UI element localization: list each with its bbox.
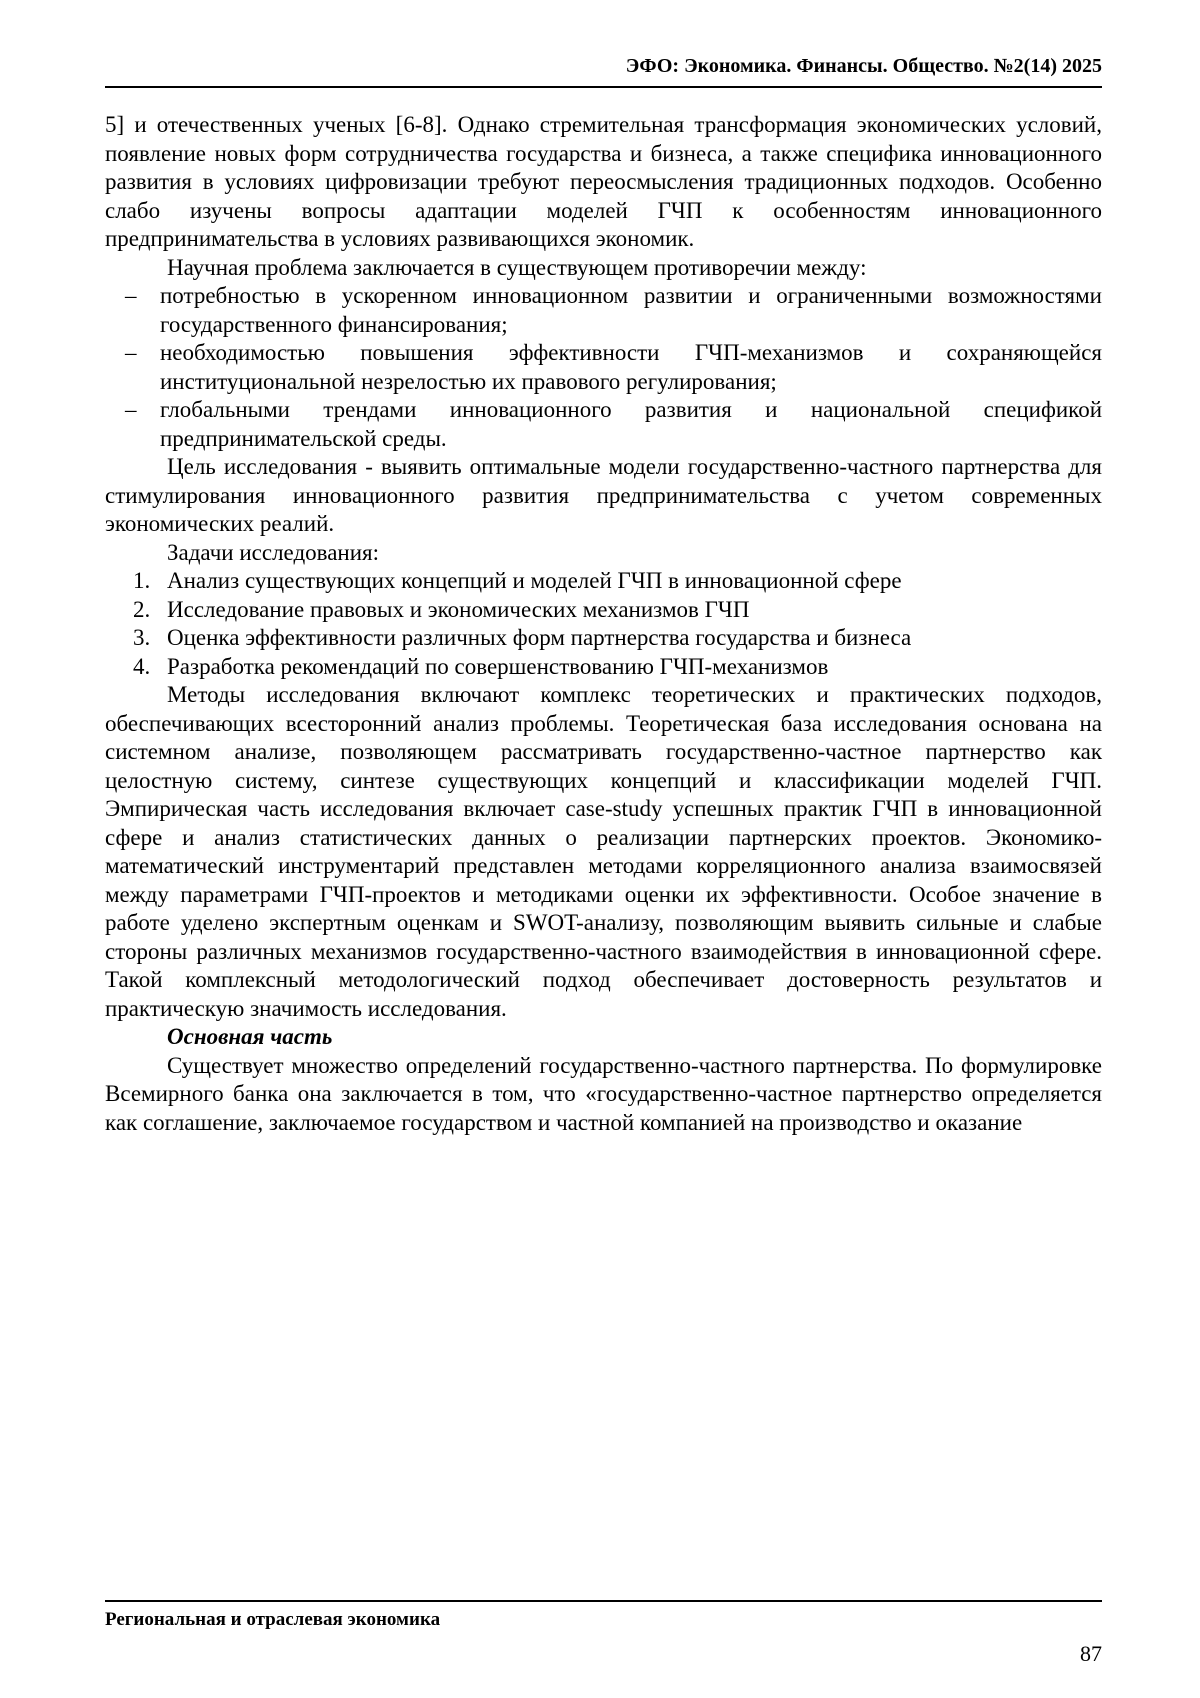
list-item xyxy=(105,282,1102,339)
page-number: 87 xyxy=(1080,1641,1102,1666)
footer-section-title: Региональная и отраслевая экономика xyxy=(105,1609,441,1630)
number-marker: 3. xyxy=(133,625,151,650)
section-heading: Основная часть xyxy=(167,1024,333,1049)
dash-marker: – xyxy=(125,283,137,308)
task-text: Оценка эффективности различных форм партнерства государства и бизнеса xyxy=(167,625,912,650)
bullet-text: необходимостью повышения эффективности ГЧП-механизмов и сохраняющейся институциональной незрелостью их правового регулирования; xyxy=(160,340,1102,394)
task-text: Анализ существующих концепций и моделей ГЧП в инновационной сфере xyxy=(167,568,902,593)
list-item xyxy=(105,339,1102,396)
number-marker: 1. xyxy=(133,568,151,593)
list-item xyxy=(105,653,1102,682)
journal-title: ЭФО: Экономика. Финансы. Общество. №2(14) 2025 xyxy=(625,55,1102,77)
task-text: Исследование правовых и экономических механизмов ГЧП xyxy=(167,596,750,622)
paragraph-methods: Методы исследования включают комплекс теоретических и практических подходов, обеспечивающих всесторонний анализ проблемы. Теоретическая база исследования основана на системном анализе, позволяющем рассматривать государственно-частное партнерство как целостную систему, синтезе существующих концепций и классификации моделей ГЧП. Эмпирическая часть исследования включает case-study успешных практик ГЧП в инновационной сфере и анализ статистических данных о реализации партнерских проектов. Экономико-математический инструментарий представлен методами корреляционного анализа взаимосвязей между параметрами ГЧП-проектов и методиками оценки их эффективности. Особое значение в работе уделено экспертным оценкам и SWOT-анализу, позволяющим выявить сильные и слабые стороны различных механизмов государственно-частного взаимодействия в инновационной сфере. Такой комплексный методологический подход обеспечивает достоверность результатов и практическую значимость исследования. xyxy=(105,682,1102,1021)
paragraph-intro: 5] и отечественных ученых [6-8]. Однако стремительная трансформация экономических условий, появление новых форм сотрудничества государства и бизнеса, а также специфика инновационного развития в условиях цифровизации требуют переосмысления традиционных подходов. Особенно слабо изучены вопросы адаптации моделей ГЧП к особенностям инновационного предпринимательства в условиях развивающихся экономик. xyxy=(105,112,1102,251)
page-footer xyxy=(105,1600,1102,1667)
list-item xyxy=(105,396,1102,453)
bullet-list xyxy=(105,282,1102,453)
list-item xyxy=(105,596,1102,625)
number-marker: 2. xyxy=(133,596,151,622)
bullet-text: потребностью в ускоренном инновационном развитии и ограниченными возможностями государственного финансирования; xyxy=(160,283,1102,337)
paragraph-goal: Цель исследования - выявить оптимальные модели государственно-частного партнерства для стимулирования инновационного развития предпринимательства с учетом современных экономических реалий. xyxy=(105,454,1102,536)
numbered-list xyxy=(105,567,1102,681)
paragraph-main: Существует множество определений государственно-частного партнерства. По формулировке Всемирного банка она заключается в том, что «государственно-частное партнерство определяется как соглашение, заключаемое государством и частной компанией на производство и оказание xyxy=(105,1052,1102,1135)
dash-marker: – xyxy=(125,340,137,365)
dash-marker: – xyxy=(125,397,137,422)
list-item xyxy=(105,567,1102,596)
paragraph-tasks-label: Задачи исследования: xyxy=(167,539,380,565)
list-item xyxy=(105,624,1102,653)
task-text: Разработка рекомендаций по совершенствованию ГЧП-механизмов xyxy=(167,653,829,679)
paragraph-problem: Научная проблема заключается в существующем противоречии между: xyxy=(167,254,867,280)
number-marker: 4. xyxy=(133,653,151,679)
article-body xyxy=(105,111,1102,1137)
bullet-text: глобальными трендами инновационного развития и национальной спецификой предпринимательской среды. xyxy=(160,397,1102,451)
page-header xyxy=(105,54,1102,88)
